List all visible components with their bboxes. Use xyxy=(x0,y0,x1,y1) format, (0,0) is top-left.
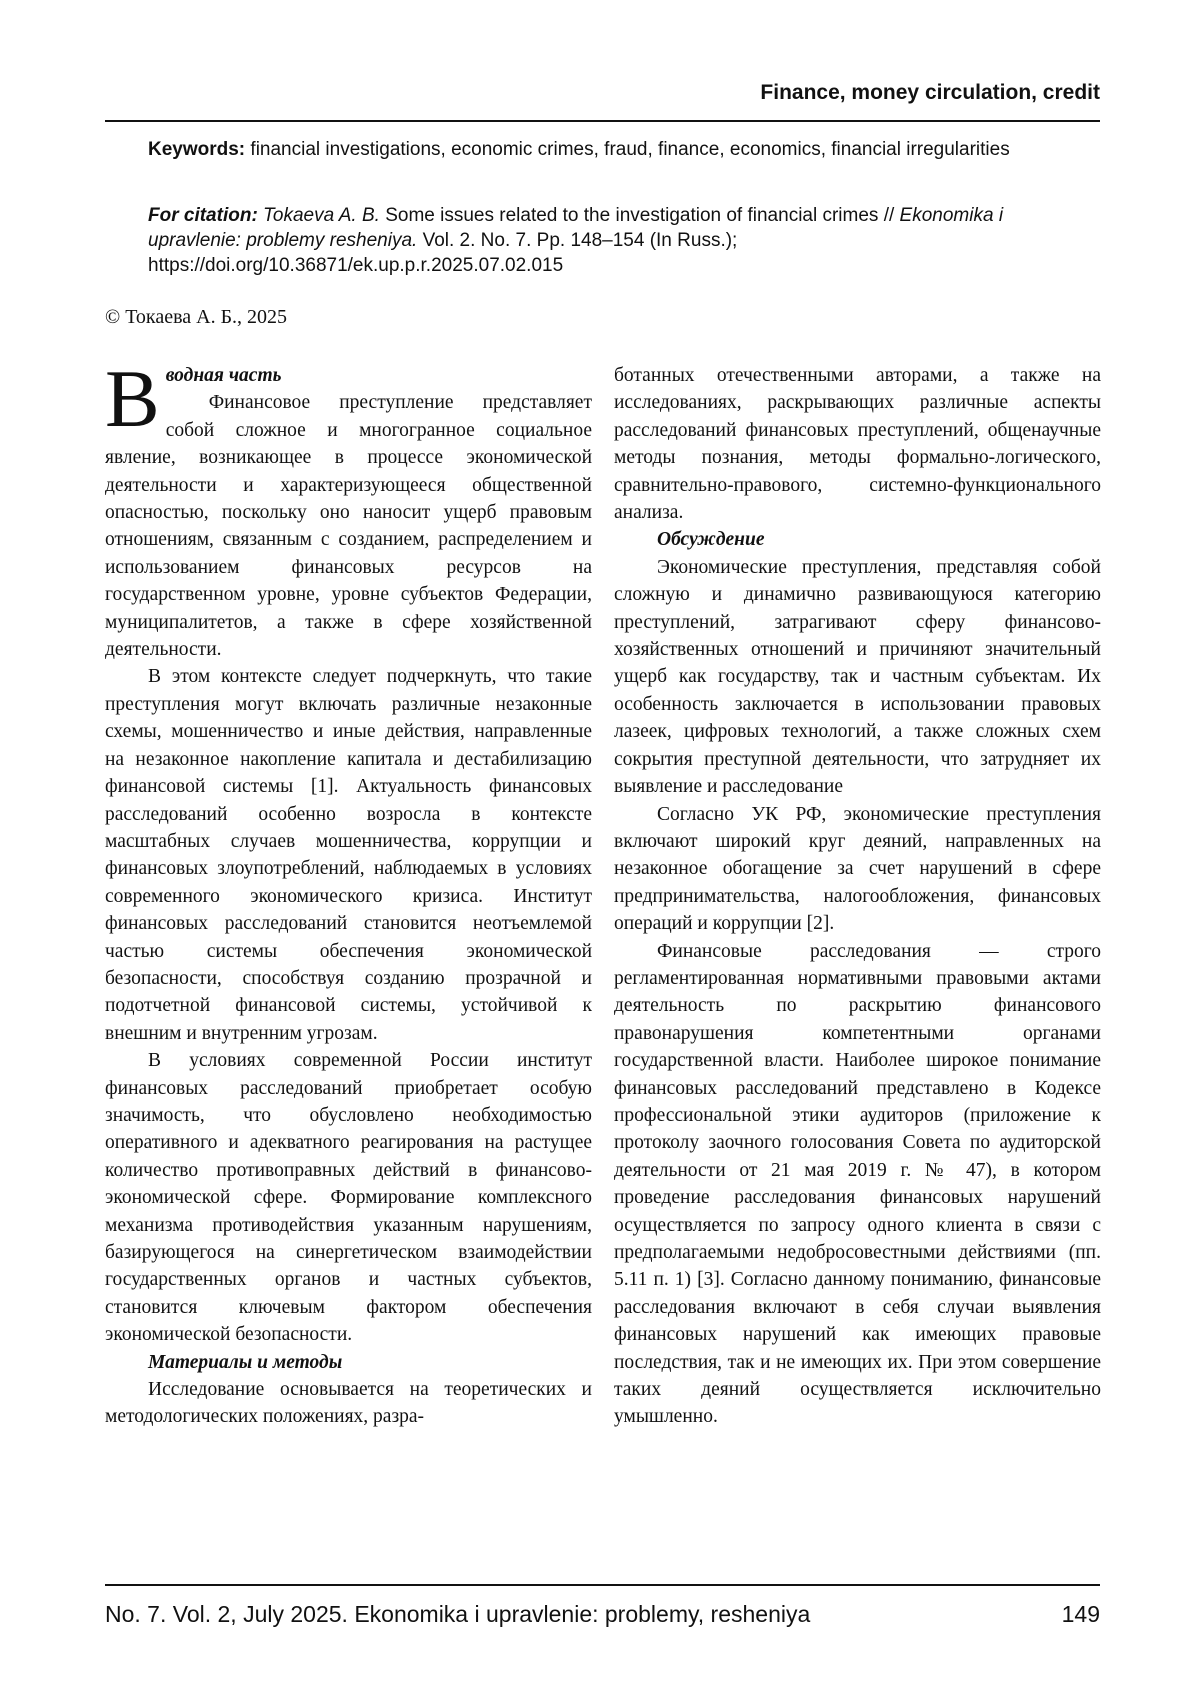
page-number: 149 xyxy=(1061,1601,1100,1627)
methods-heading: Материалы и методы xyxy=(148,1351,343,1373)
footer-rule xyxy=(105,1584,1100,1586)
methods-paragraph: Исследование основывается на теоретических и методологических положениях, разра- xyxy=(105,1379,592,1428)
dropcap-letter: В xyxy=(105,353,160,444)
section-title: Finance, money circulation, credit xyxy=(760,81,1100,104)
header-rule xyxy=(105,120,1100,122)
citation-block xyxy=(148,203,1100,278)
intro-paragraph: Финансовое преступление представляет собой сложное и многогранное социальное явление, возникающее в процессе экономической деятельности и характеризующееся общественной опасностью, поскольку оно наносит ущерб правовым отношениям, связанным с созданием, распределением и использованием финансовых ресурсов на государственном уровне, уровне субъектов Федерации, муниципалитетов, а также в сфере хозяйственной деятельности. xyxy=(105,392,592,661)
footer-journal-info: No. 7. Vol. 2, July 2025. Ekonomika i upravlenie: problemy, resheniya xyxy=(105,1601,811,1627)
keywords-label: Keywords: xyxy=(148,139,246,160)
body-paragraph: Экономические преступления, представляя собой сложную и динамично развивающуюся категорию преступлений, затрагивают сферу финансово-хозяйственных отношений и причиняют значительный ущерб как государству, так и частным субъектам. Их особенность заключается в использовании правовых лазеек, цифровых технологий, а также сложных схем сокрытия преступной деятельности, что затрудняет их выявление и расследование xyxy=(614,556,1101,798)
discussion-heading: Обсуждение xyxy=(657,529,765,551)
body-paragraph: В условиях современной России институт финансовых расследований приобретает особую значимость, что обусловлено необходимостью оперативного и адекватного реагирования на растущее количество противоправных действий в финансово-экономической сфере. Формирование комплексного механизма противодействия указанным нарушениям, базирующегося на синергетическом взаимодействии государственных органов и частных субъектов, становится ключевым фактором обеспечения экономической безопасности. xyxy=(105,1050,592,1346)
keywords-block xyxy=(105,137,1100,162)
citation-journal: Ekonomika i upravlenie: problemy resheniya. xyxy=(148,205,1004,251)
body-paragraph: Согласно УК РФ, экономические преступления включают широкий круг деяний, направленных на незаконное обогащение за счет нарушений в сфере предпринимательства, налогообложения, финансовых операций и коррупции [2]. xyxy=(614,803,1101,935)
citation-label: For citation: xyxy=(148,205,258,226)
methods-paragraph-continued: ботанных отечественными авторами, а также на исследованиях, раскрывающих различные аспекты расследований финансовых преступлений, общенаучные методы познания, методы формально-логического, сравнительно-правового, системно-функционального анализа. xyxy=(614,365,1101,524)
citation-authors: Tokaeva A. B. xyxy=(257,205,380,226)
right-column xyxy=(614,362,1101,1431)
body-paragraph: В этом контексте следует подчеркнуть, что такие преступления могут включать различные незаконные схемы, мошенничество и иные действия, направленные на незаконное накопление капитала и дестабилизацию финансовой системы [1]. Актуальность финансовых расследований особенно возросла в контексте масштабных случаев мошенничества, коррупции и финансовых злоупотреблений, наблюдаемых в условиях современного экономического кризиса. Институт финансовых расследований становится неотъемлемой частью системы обеспечения экономической безопасности, способствуя созданию прозрачной и подотчетной финансовой системы, устойчивой к внешним и внутренним угрозам. xyxy=(105,666,592,1044)
citation-title: Some issues related to the investigation of financial crimes // xyxy=(379,205,900,226)
copyright-line: © Токаева А. Б., 2025 xyxy=(105,306,288,328)
citation-details: Vol. 2. No. 7. Pp. 148–154 (In Russ.); https://doi.org/10.36871/ek.up.p.r.2025.07.02.015 xyxy=(148,230,738,276)
intro-heading-line xyxy=(105,362,592,389)
body-paragraph: Финансовые расследования — строго регламентированная нормативными правовыми актами деятельность по раскрытию финансового правонарушения компетентными органами государственной власти. Наиболее широкое понимание финансовых расследований представлено в Кодексе профессиональной этики аудиторов (приложение к протоколу заочного голосования Совета по аудиторской деятельности от 21 мая 2019 г. № 47), в котором проведение расследования финансовых нарушений осуществляется по запросу одного клиента в связи с предполагаемыми недобросовестными действиями (пп. 5.11 п. 1) [3]. Согласно данному пониманию, финансовые расследования включают в себя случаи выявления финансовых нарушений как имеющих правовые последствия, так и не имеющих их. При этом совершение таких деяний осуществляется исключительно умышленно. xyxy=(614,940,1101,1428)
keywords-text: financial investigations, economic crimes, fraud, finance, economics, financial irregularities xyxy=(245,139,1010,160)
left-column xyxy=(105,353,592,1431)
intro-heading: водная часть xyxy=(165,365,282,386)
